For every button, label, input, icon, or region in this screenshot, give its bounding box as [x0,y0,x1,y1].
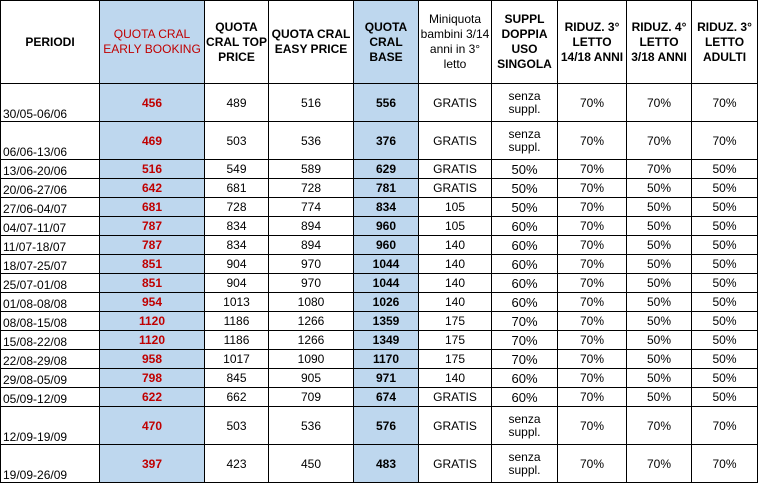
easy-price-cell: 1266 [269,331,354,350]
period-cell: 13/06-20/06 [1,160,100,179]
riduz-3-adulti-cell: 50% [692,255,758,274]
base-price-cell: 1026 [354,293,419,312]
table-row [1,388,758,407]
riduz-4-3-18-cell: 70% [627,84,692,122]
header-miniquota: Miniquota bambini 3/14 anni in 3° letto [419,1,492,84]
suppl-cell: 60% [492,388,558,407]
early-booking-cell: 470 [100,407,205,445]
riduz-3-14-18-cell: 70% [558,122,627,160]
top-price-cell: 1186 [205,312,269,331]
early-booking-cell: 469 [100,122,205,160]
top-price-cell: 834 [205,236,269,255]
header-suppl-singola: SUPPL DOPPIA USO SINGOLA [492,1,558,84]
top-price-cell: 904 [205,255,269,274]
riduz-3-14-18-cell: 70% [558,179,627,198]
base-price-cell: 483 [354,445,419,483]
riduz-3-14-18-cell: 70% [558,407,627,445]
table-row [1,84,758,122]
base-price-cell: 556 [354,84,419,122]
riduz-3-adulti-cell: 50% [692,198,758,217]
period-cell: 30/05-06/06 [1,84,100,122]
riduz-3-14-18-cell: 70% [558,331,627,350]
top-price-cell: 834 [205,217,269,236]
period-cell: 12/09-19/09 [1,407,100,445]
easy-price-cell: 589 [269,160,354,179]
base-price-cell: 1044 [354,274,419,293]
riduz-4-3-18-cell: 50% [627,217,692,236]
easy-price-cell: 894 [269,217,354,236]
period-cell: 19/09-26/09 [1,445,100,483]
early-booking-cell: 642 [100,179,205,198]
header-base: QUOTA CRAL BASE [354,1,419,84]
riduz-3-14-18-cell: 70% [558,84,627,122]
early-booking-cell: 798 [100,369,205,388]
table-row [1,293,758,312]
base-price-cell: 629 [354,160,419,179]
table-row [1,255,758,274]
easy-price-cell: 970 [269,255,354,274]
riduz-3-adulti-cell: 50% [692,331,758,350]
base-price-cell: 1349 [354,331,419,350]
miniquota-cell: GRATIS [419,445,492,483]
riduz-4-3-18-cell: 70% [627,407,692,445]
early-booking-cell: 681 [100,198,205,217]
riduz-3-14-18-cell: 70% [558,350,627,369]
riduz-3-adulti-cell: 50% [692,293,758,312]
easy-price-cell: 1266 [269,312,354,331]
suppl-cell: 60% [492,293,558,312]
riduz-3-14-18-cell: 70% [558,274,627,293]
miniquota-cell: 140 [419,236,492,255]
riduz-4-3-18-cell: 50% [627,312,692,331]
riduz-3-14-18-cell: 70% [558,312,627,331]
suppl-cell: 70% [492,331,558,350]
easy-price-cell: 774 [269,198,354,217]
riduz-4-3-18-cell: 50% [627,388,692,407]
suppl-cell: 60% [492,255,558,274]
header-row [1,1,758,84]
table-row [1,312,758,331]
base-price-cell: 960 [354,236,419,255]
miniquota-cell: GRATIS [419,84,492,122]
riduz-3-14-18-cell: 70% [558,255,627,274]
riduz-4-3-18-cell: 50% [627,331,692,350]
riduz-3-adulti-cell: 70% [692,407,758,445]
suppl-cell: 60% [492,274,558,293]
riduz-3-adulti-cell: 70% [692,84,758,122]
header-riduz-3-adulti: RIDUZ. 3° LETTO ADULTI [692,1,758,84]
early-booking-cell: 622 [100,388,205,407]
riduz-3-adulti-cell: 70% [692,445,758,483]
riduz-3-14-18-cell: 70% [558,236,627,255]
easy-price-cell: 450 [269,445,354,483]
easy-price-cell: 709 [269,388,354,407]
early-booking-cell: 1120 [100,331,205,350]
period-cell: 15/08-22/08 [1,331,100,350]
header-riduz-3-14-18: RIDUZ. 3° LETTO 14/18 ANNI [558,1,627,84]
miniquota-cell: 175 [419,312,492,331]
easy-price-cell: 905 [269,369,354,388]
top-price-cell: 1013 [205,293,269,312]
top-price-cell: 681 [205,179,269,198]
suppl-cell: senza suppl. [492,407,558,445]
suppl-cell: 60% [492,217,558,236]
top-price-cell: 1017 [205,350,269,369]
period-cell: 04/07-11/07 [1,217,100,236]
period-cell: 20/06-27/06 [1,179,100,198]
riduz-3-adulti-cell: 50% [692,274,758,293]
riduz-3-adulti-cell: 50% [692,160,758,179]
suppl-cell: 50% [492,160,558,179]
easy-price-cell: 894 [269,236,354,255]
top-price-cell: 489 [205,84,269,122]
riduz-4-3-18-cell: 50% [627,274,692,293]
table-row [1,217,758,236]
riduz-3-14-18-cell: 70% [558,217,627,236]
period-cell: 08/08-15/08 [1,312,100,331]
table-row [1,331,758,350]
miniquota-cell: GRATIS [419,388,492,407]
base-price-cell: 834 [354,198,419,217]
period-cell: 05/09-12/09 [1,388,100,407]
early-booking-cell: 958 [100,350,205,369]
period-cell: 11/07-18/07 [1,236,100,255]
miniquota-cell: 140 [419,274,492,293]
riduz-3-14-18-cell: 70% [558,160,627,179]
period-cell: 06/06-13/06 [1,122,100,160]
easy-price-cell: 536 [269,407,354,445]
riduz-3-adulti-cell: 50% [692,179,758,198]
miniquota-cell: 140 [419,369,492,388]
riduz-4-3-18-cell: 50% [627,198,692,217]
table-row [1,350,758,369]
period-cell: 18/07-25/07 [1,255,100,274]
miniquota-cell: GRATIS [419,179,492,198]
top-price-cell: 503 [205,122,269,160]
early-booking-cell: 851 [100,274,205,293]
riduz-3-adulti-cell: 50% [692,312,758,331]
base-price-cell: 576 [354,407,419,445]
base-price-cell: 960 [354,217,419,236]
easy-price-cell: 1080 [269,293,354,312]
top-price-cell: 904 [205,274,269,293]
header-riduz-4-3-18: RIDUZ. 4° LETTO 3/18 ANNI [627,1,692,84]
miniquota-cell: 175 [419,350,492,369]
riduz-3-adulti-cell: 50% [692,350,758,369]
top-price-cell: 845 [205,369,269,388]
early-booking-cell: 954 [100,293,205,312]
riduz-4-3-18-cell: 50% [627,179,692,198]
easy-price-cell: 536 [269,122,354,160]
miniquota-cell: 175 [419,331,492,350]
table-row [1,122,758,160]
riduz-3-adulti-cell: 50% [692,217,758,236]
miniquota-cell: 140 [419,255,492,274]
early-booking-cell: 787 [100,217,205,236]
table-row [1,179,758,198]
easy-price-cell: 970 [269,274,354,293]
base-price-cell: 1359 [354,312,419,331]
riduz-3-14-18-cell: 70% [558,445,627,483]
riduz-4-3-18-cell: 70% [627,122,692,160]
early-booking-cell: 1120 [100,312,205,331]
riduz-3-14-18-cell: 70% [558,369,627,388]
suppl-cell: senza suppl. [492,445,558,483]
top-price-cell: 662 [205,388,269,407]
riduz-3-14-18-cell: 70% [558,293,627,312]
suppl-cell: 70% [492,350,558,369]
period-cell: 25/07-01/08 [1,274,100,293]
easy-price-cell: 516 [269,84,354,122]
suppl-cell: 70% [492,312,558,331]
early-booking-cell: 456 [100,84,205,122]
period-cell: 29/08-05/09 [1,369,100,388]
top-price-cell: 728 [205,198,269,217]
suppl-cell: 60% [492,236,558,255]
riduz-4-3-18-cell: 70% [627,160,692,179]
base-price-cell: 971 [354,369,419,388]
early-booking-cell: 851 [100,255,205,274]
table-body [1,84,758,483]
base-price-cell: 781 [354,179,419,198]
period-cell: 27/06-04/07 [1,198,100,217]
riduz-4-3-18-cell: 50% [627,369,692,388]
table-row [1,445,758,483]
riduz-4-3-18-cell: 70% [627,445,692,483]
base-price-cell: 674 [354,388,419,407]
top-price-cell: 423 [205,445,269,483]
header-periodi: PERIODI [1,1,100,84]
header-early-booking: QUOTA CRAL EARLY BOOKING [100,1,205,84]
base-price-cell: 1044 [354,255,419,274]
table-row [1,236,758,255]
early-booking-cell: 397 [100,445,205,483]
header-top-price: QUOTA CRAL TOP PRICE [205,1,269,84]
miniquota-cell: GRATIS [419,160,492,179]
riduz-3-14-18-cell: 70% [558,388,627,407]
base-price-cell: 1170 [354,350,419,369]
riduz-4-3-18-cell: 50% [627,236,692,255]
early-booking-cell: 516 [100,160,205,179]
suppl-cell: 50% [492,198,558,217]
table-row [1,198,758,217]
riduz-3-14-18-cell: 70% [558,198,627,217]
miniquota-cell: GRATIS [419,407,492,445]
header-easy-price: QUOTA CRAL EASY PRICE [269,1,354,84]
miniquota-cell: GRATIS [419,122,492,160]
period-cell: 22/08-29/08 [1,350,100,369]
riduz-4-3-18-cell: 50% [627,255,692,274]
suppl-cell: 50% [492,179,558,198]
riduz-4-3-18-cell: 50% [627,293,692,312]
riduz-3-adulti-cell: 50% [692,369,758,388]
table-row [1,407,758,445]
miniquota-cell: 105 [419,217,492,236]
riduz-3-adulti-cell: 50% [692,236,758,255]
miniquota-cell: 105 [419,198,492,217]
base-price-cell: 376 [354,122,419,160]
miniquota-cell: 140 [419,293,492,312]
early-booking-cell: 787 [100,236,205,255]
suppl-cell: senza suppl. [492,84,558,122]
suppl-cell: senza suppl. [492,122,558,160]
table-row [1,274,758,293]
table-row [1,160,758,179]
top-price-cell: 1186 [205,331,269,350]
easy-price-cell: 1090 [269,350,354,369]
riduz-3-adulti-cell: 50% [692,388,758,407]
period-cell: 01/08-08/08 [1,293,100,312]
table-row [1,369,758,388]
riduz-3-adulti-cell: 70% [692,122,758,160]
top-price-cell: 503 [205,407,269,445]
top-price-cell: 549 [205,160,269,179]
easy-price-cell: 728 [269,179,354,198]
riduz-4-3-18-cell: 50% [627,350,692,369]
suppl-cell: 60% [492,369,558,388]
